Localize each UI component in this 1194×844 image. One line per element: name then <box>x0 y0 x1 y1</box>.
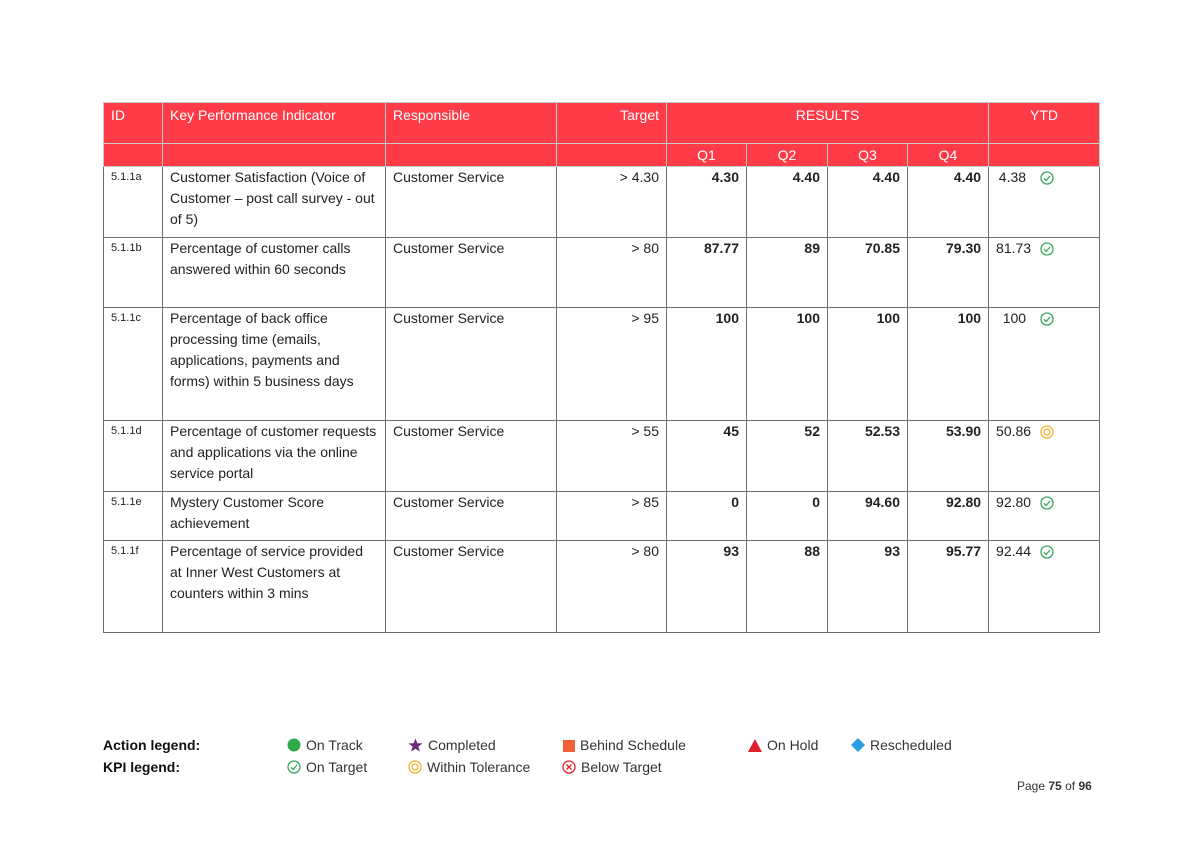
page-prefix: Page <box>1017 779 1046 793</box>
kpi-ytd-cell <box>989 541 1100 633</box>
kpi-q2: 100 <box>747 308 828 421</box>
header-row <box>104 103 1100 144</box>
purple-star-icon <box>408 738 423 752</box>
target-circle-icon <box>1040 425 1054 439</box>
kpi-responsible: Customer Service <box>386 238 557 308</box>
kpi-q1: 87.77 <box>667 238 747 308</box>
page-of: of <box>1065 779 1076 793</box>
page-total: 96 <box>1078 779 1092 793</box>
kpi-ytd: 92.80 <box>996 494 1032 510</box>
kpi-q4: 100 <box>908 308 989 421</box>
kpi-q2: 88 <box>747 541 828 633</box>
table-row <box>104 308 1100 421</box>
red-triangle-icon <box>748 739 762 752</box>
check-circle-icon <box>287 760 301 774</box>
kpi-ytd: 50.86 <box>996 423 1032 439</box>
kpi-name: Customer Satisfaction (Voice of Customer – post call survey - out of 5) <box>163 167 386 238</box>
kpi-name: Percentage of back office processing time (emails, applications, payments and forms) within 5 business days <box>163 308 386 421</box>
page-current: 75 <box>1048 779 1062 793</box>
kpi-q2: 89 <box>747 238 828 308</box>
kpi-responsible: Customer Service <box>386 541 557 633</box>
kpi-q2: 4.40 <box>747 167 828 238</box>
col-target-header: Target <box>557 103 667 144</box>
kpi-q2: 52 <box>747 421 828 492</box>
kpi-id: 5.1.1d <box>104 421 163 492</box>
kpi-name: Percentage of service provided at Inner West Customers at counters within 3 mins <box>163 541 386 633</box>
kpi-q3: 4.40 <box>828 167 908 238</box>
kpi-target: > 85 <box>557 492 667 541</box>
check-circle-icon <box>1040 171 1054 185</box>
col-q2-header: Q2 <box>747 144 828 167</box>
kpi-id: 5.1.1f <box>104 541 163 633</box>
kpi-target: > 4.30 <box>557 167 667 238</box>
kpi-ytd-cell <box>989 238 1100 308</box>
kpi-q4: 4.40 <box>908 167 989 238</box>
col-ytd-header: YTD <box>989 103 1100 144</box>
check-circle-icon <box>1040 312 1054 326</box>
kpi-table <box>103 102 1100 633</box>
kpi-target: > 55 <box>557 421 667 492</box>
kpi-target: > 80 <box>557 238 667 308</box>
kpi-q4: 53.90 <box>908 421 989 492</box>
x-circle-icon <box>562 760 576 774</box>
check-circle-icon <box>1040 545 1054 559</box>
legend-on-hold: On Hold <box>748 737 818 753</box>
kpi-q3: 100 <box>828 308 908 421</box>
kpi-ytd-cell <box>989 167 1100 238</box>
green-circle-icon <box>287 738 301 752</box>
kpi-ytd: 4.38 <box>998 169 1027 185</box>
action-legend-title: Action legend: <box>103 737 201 753</box>
legend-within-tolerance: Within Tolerance <box>408 759 530 775</box>
legend-on-target: On Target <box>287 759 367 775</box>
kpi-q2: 0 <box>747 492 828 541</box>
table-row <box>104 541 1100 633</box>
empty-header-cell <box>989 144 1100 167</box>
blue-diamond-icon <box>851 738 865 752</box>
kpi-id: 5.1.1e <box>104 492 163 541</box>
legend-behind-schedule: Behind Schedule <box>563 737 686 753</box>
kpi-q4: 95.77 <box>908 541 989 633</box>
legend-completed: Completed <box>408 737 496 753</box>
kpi-q4: 79.30 <box>908 238 989 308</box>
kpi-ytd-cell <box>989 308 1100 421</box>
kpi-q3: 70.85 <box>828 238 908 308</box>
check-circle-icon <box>1040 496 1054 510</box>
table-row <box>104 167 1100 238</box>
kpi-target: > 80 <box>557 541 667 633</box>
kpi-responsible: Customer Service <box>386 421 557 492</box>
table-row <box>104 492 1100 541</box>
col-q4-header: Q4 <box>908 144 989 167</box>
legend-on-track: On Track <box>287 737 363 753</box>
legend-rescheduled: Rescheduled <box>851 737 952 753</box>
table-row <box>104 238 1100 308</box>
check-circle-icon <box>1040 242 1054 256</box>
kpi-ytd: 81.73 <box>996 240 1032 256</box>
kpi-ytd: 92.44 <box>996 543 1032 559</box>
kpi-id: 5.1.1b <box>104 238 163 308</box>
kpi-ytd-cell <box>989 492 1100 541</box>
kpi-responsible: Customer Service <box>386 492 557 541</box>
col-id-header: ID <box>104 103 163 144</box>
kpi-name: Percentage of customer requests and applications via the online service portal <box>163 421 386 492</box>
kpi-q1: 100 <box>667 308 747 421</box>
empty-header-cell <box>557 144 667 167</box>
col-responsible-header: Responsible <box>386 103 557 144</box>
kpi-q1: 93 <box>667 541 747 633</box>
kpi-responsible: Customer Service <box>386 167 557 238</box>
col-results-header: RESULTS <box>667 103 989 144</box>
kpi-ytd: 100 <box>1002 310 1027 326</box>
kpi-id: 5.1.1c <box>104 308 163 421</box>
empty-header-cell <box>163 144 386 167</box>
kpi-name: Mystery Customer Score achievement <box>163 492 386 541</box>
empty-header-cell <box>386 144 557 167</box>
kpi-q1: 45 <box>667 421 747 492</box>
orange-square-icon <box>563 740 575 752</box>
kpi-target: > 95 <box>557 308 667 421</box>
page-number <box>1017 779 1092 793</box>
kpi-q3: 93 <box>828 541 908 633</box>
kpi-q4: 92.80 <box>908 492 989 541</box>
kpi-id: 5.1.1a <box>104 167 163 238</box>
quarter-header-row <box>104 144 1100 167</box>
kpi-q3: 52.53 <box>828 421 908 492</box>
kpi-q1: 0 <box>667 492 747 541</box>
kpi-q1: 4.30 <box>667 167 747 238</box>
col-q3-header: Q3 <box>828 144 908 167</box>
table-row <box>104 421 1100 492</box>
target-circle-icon <box>408 760 422 774</box>
kpi-legend-title: KPI legend: <box>103 759 181 775</box>
empty-header-cell <box>104 144 163 167</box>
kpi-responsible: Customer Service <box>386 308 557 421</box>
kpi-ytd-cell <box>989 421 1100 492</box>
kpi-name: Percentage of customer calls answered within 60 seconds <box>163 238 386 308</box>
col-q1-header: Q1 <box>667 144 747 167</box>
kpi-q3: 94.60 <box>828 492 908 541</box>
legend-below-target: Below Target <box>562 759 662 775</box>
col-kpi-header: Key Performance Indicator <box>163 103 386 144</box>
